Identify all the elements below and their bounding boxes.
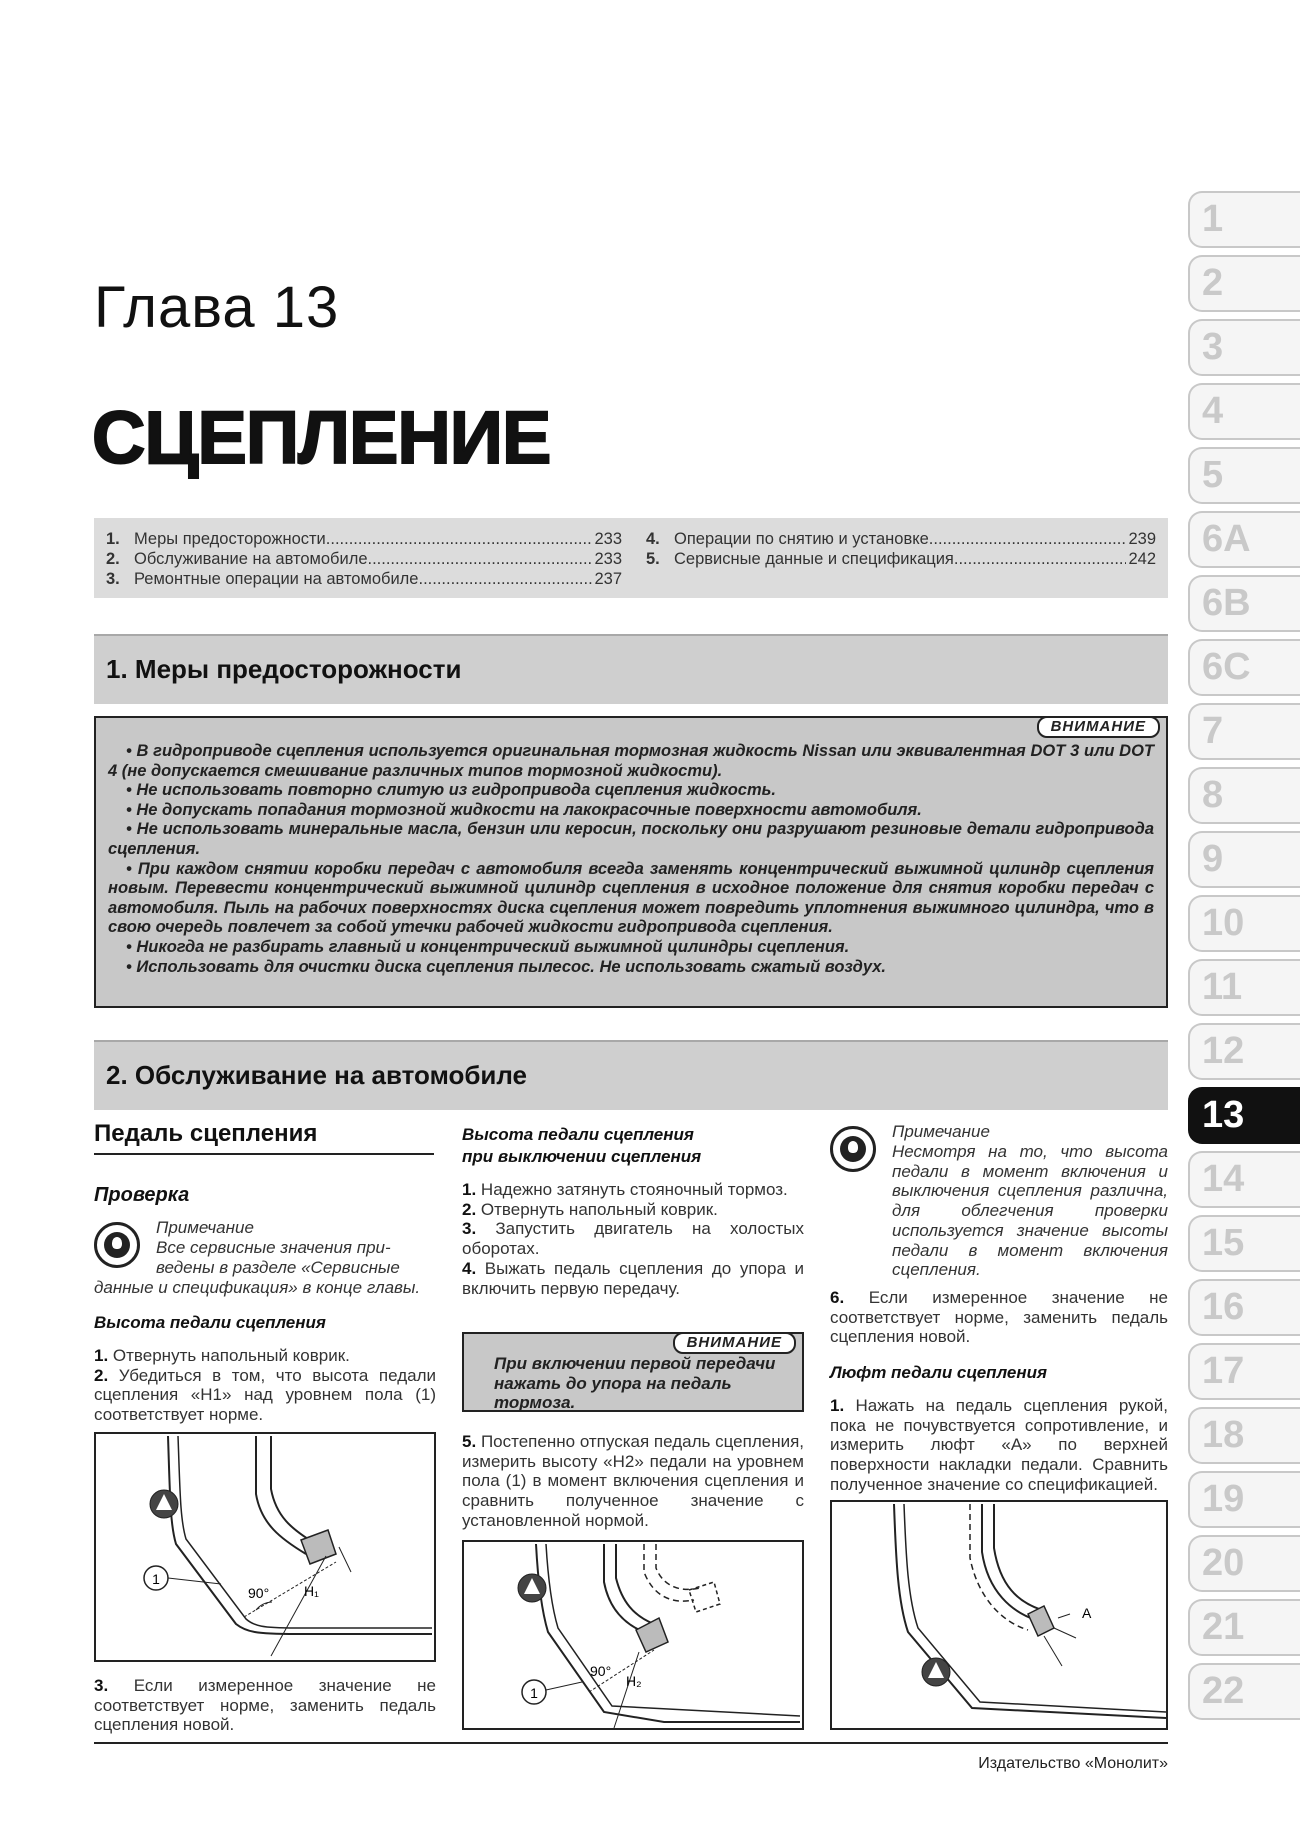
chapter-tab[interactable]: 11 [1188,959,1300,1016]
toc-dots [418,569,592,589]
check-subheading: Проверка [94,1184,190,1206]
toc-item-page: 239 [1128,530,1156,548]
note-label: Примечание [892,1122,990,1141]
note-label: Примечание [156,1218,254,1237]
pedal-play-heading: Люфт педали сцепления [830,1363,1048,1382]
step-item: 2. Отвернуть напольный коврик. [462,1199,718,1219]
toc-item-number: 3. [106,570,120,588]
warning-bullet: • Никогда не разбирать главный и концентрический выжимной цилиндры сцепления. [126,937,850,956]
note-text: Несмотря на то, что высота педали в момент включения и выключения сцепления различна, для облегчения проверки используется значение высоты педали в момент включения сцепления. [892,1142,1168,1280]
figure-angle-label: 90° [590,1663,612,1679]
toc-item-number: 5. [646,550,660,568]
release-height-figure [462,1540,804,1730]
pedal-height-heading: Высота педали сцепления [94,1313,326,1332]
chapter-tab[interactable]: 6A [1188,511,1300,568]
toc-column-right [646,529,1156,569]
warning-bullet: • Не использовать минеральные масла, бензин или керосин, поскольку они разрушают резиновые детали гидропривода сцепления. [108,820,1154,858]
toc-item[interactable] [106,549,622,569]
chapter-tab[interactable]: 2 [1188,255,1300,312]
note-lightbulb-icon [94,1222,140,1268]
toc-item-number: 2. [106,550,120,568]
chapter-tab[interactable]: 3 [1188,319,1300,376]
warning-text: При включении первой передачи нажать до упора на педаль тормоза. [494,1354,776,1413]
section-title: 2. Обслуживание на автомобиле [106,1060,528,1090]
figure-dimension-label: A [1082,1605,1092,1621]
toc-item-title: Меры предосторожности [134,530,326,548]
note-text-line: данные и спецификация» в конце главы. [94,1278,421,1297]
chapter-label: Глава 13 [94,275,340,340]
pedal-height-figure [94,1432,436,1662]
figure-angle-label: 90° [248,1585,270,1601]
figure-dimension-label: H₁ [304,1583,319,1599]
figure-callout: 1 [152,1571,160,1587]
chapter-tab[interactable]: 1 [1188,191,1300,248]
toc-dots [954,549,1127,569]
publisher-footer: Издательство «Монолит» [978,1755,1168,1772]
chapter-tab[interactable]: 8 [1188,767,1300,824]
chapter-tab[interactable]: 14 [1188,1151,1300,1208]
warning-bullet: • В гидроприводе сцепления используется оригинальная тормозная жидкость Nissan или эквивалентная DOT 3 или DOT 4 (не допускается смешивание различных типов тормозной жидкости). [108,742,1154,780]
pedal-play-step: 1. Нажать на педаль сцепления рукой, пока не почувствуется сопротивление, и измерить люфт «А» по верхней поверхности накладки педали. Сравнить полученное значение со спецификацией. [830,1396,1168,1494]
toc-item-page: 242 [1128,550,1156,568]
step-item: 1. Отвернуть напольный коврик. [94,1346,350,1365]
footer-rule [94,1742,1168,1744]
pedal-heading: Педаль сцепления [94,1120,318,1147]
release-step-5: 5. Постепенно отпуская педаль сцепления, измерить высоту «H2» педали на уровнем пола (1) в момент включения сцепления и сравнить полученное значение с установленной нормой. [462,1432,805,1530]
chapter-tab[interactable]: 9 [1188,831,1300,888]
chapter-tab[interactable]: 21 [1188,1599,1300,1656]
warning-bullet: • Не допускать попадания тормозной жидкости на лакокрасочные поверхности автомобиля. [126,800,922,819]
chapter-tab[interactable]: 10 [1188,895,1300,952]
toc-item[interactable] [646,529,1156,549]
toc-item-title: Сервисные данные и спецификация [674,550,954,568]
pedal-diagram [464,1542,802,1728]
chapter-tab[interactable]: 4 [1188,383,1300,440]
figure-callout: 1 [530,1685,538,1701]
chapter-tab[interactable]: 18 [1188,1407,1300,1464]
toc-item-title: Ремонтные операции на автомобиле [134,570,419,588]
toc-item[interactable] [106,529,622,549]
chapter-tab[interactable]: 20 [1188,1535,1300,1592]
chapter-tab-active[interactable]: 13 [1188,1087,1300,1144]
chapter-title: СЦЕПЛЕНИЕ [92,396,551,479]
chapter-tab[interactable]: 19 [1188,1471,1300,1528]
toc-item-page: 233 [594,530,622,548]
pedal-step-6: 6. Если измеренное значение не соответствует норме, заменить педаль сцепления новой. [830,1288,1168,1347]
chapter-tab[interactable]: 22 [1188,1663,1300,1720]
toc-item-number: 4. [646,530,660,548]
heading-underline [94,1153,434,1155]
chapter-tab[interactable]: 7 [1188,703,1300,760]
pedal-play-figure [830,1500,1168,1730]
chapter-tab[interactable]: 6B [1188,575,1300,632]
toc-item-number: 1. [106,530,120,548]
pedal-height-steps [94,1346,436,1425]
chapter-tab[interactable]: 15 [1188,1215,1300,1272]
warning-bullet: • При каждом снятии коробки передач с автомобиля всегда заменять концентрический выжимной цилиндр сцепления новым. Перевести концентрический выжимной цилиндр сцепления в исходное положение для снятия коробки передач с автомобиля. Пыль на рабочих поверхностях диска сцепления может повредить уплотнения выжимного цилиндра, что в свою очередь повлечет за собой утечки рабочей жидкости гидропривода сцепления. [108,859,1154,937]
figure-dimension-label: H₂ [626,1673,642,1689]
step-item: 1. Надежно затянуть стояночный тормоз. [462,1180,788,1199]
chapter-tab[interactable]: 16 [1188,1279,1300,1336]
note-text-line: Все сервисные значения при- [156,1238,391,1257]
toc-dots [368,549,593,569]
chapter-tab[interactable]: 12 [1188,1023,1300,1080]
warning-bullet: • Не использовать повторно слитую из гидропривода сцепления жидкость. [126,781,777,800]
pedal-diagram [832,1502,1166,1728]
toc-item[interactable] [646,549,1156,569]
chapter-tab[interactable]: 5 [1188,447,1300,504]
release-height-heading: при выключении сцепления [462,1147,702,1166]
section-heading-precautions [94,634,1168,704]
step-item: 4. Выжать педаль сцепления до упора и включить первую передачу. [462,1258,804,1298]
toc-item-title: Операции по снятию и установке [674,530,929,548]
toc-item-page: 237 [594,570,622,588]
section-title: 1. Меры предосторожности [106,654,462,684]
chapter-tab[interactable]: 6C [1188,639,1300,696]
section-heading-maintenance [94,1040,1168,1110]
toc-dots [929,529,1127,549]
toc-column-left [106,529,622,589]
release-warning-box [462,1332,804,1412]
toc-item-title: Обслуживание на автомобиле [134,550,368,568]
toc-item-page: 233 [594,550,622,568]
toc-item[interactable] [106,569,622,589]
step-item: 3. Запустить двигатель на холостых оборотах. [462,1219,804,1259]
pedal-diagram [96,1434,434,1660]
release-height-heading: Высота педали сцепления [462,1125,694,1144]
table-of-contents [94,518,1168,598]
release-height-steps [462,1180,804,1298]
pedal-step-3: 3. Если измеренное значение не соответствует норме, заменить педаль сцепления новой. [94,1676,436,1735]
warning-badge: ВНИМАНИЕ [1037,716,1160,738]
toc-dots [326,529,593,549]
step-item: 2. Убедиться в том, что высота педали сцепления «H1» над уровнем пола (1) соответствует норме. [94,1365,436,1425]
warning-badge: ВНИМАНИЕ [673,1332,796,1354]
warning-bullet: • Использовать для очистки диска сцепления пылесос. Не использовать сжатый воздух. [126,957,886,976]
note-text-line: ведены в разделе «Сервисные [156,1258,400,1277]
warning-box [94,716,1168,1008]
chapter-tab[interactable]: 17 [1188,1343,1300,1400]
